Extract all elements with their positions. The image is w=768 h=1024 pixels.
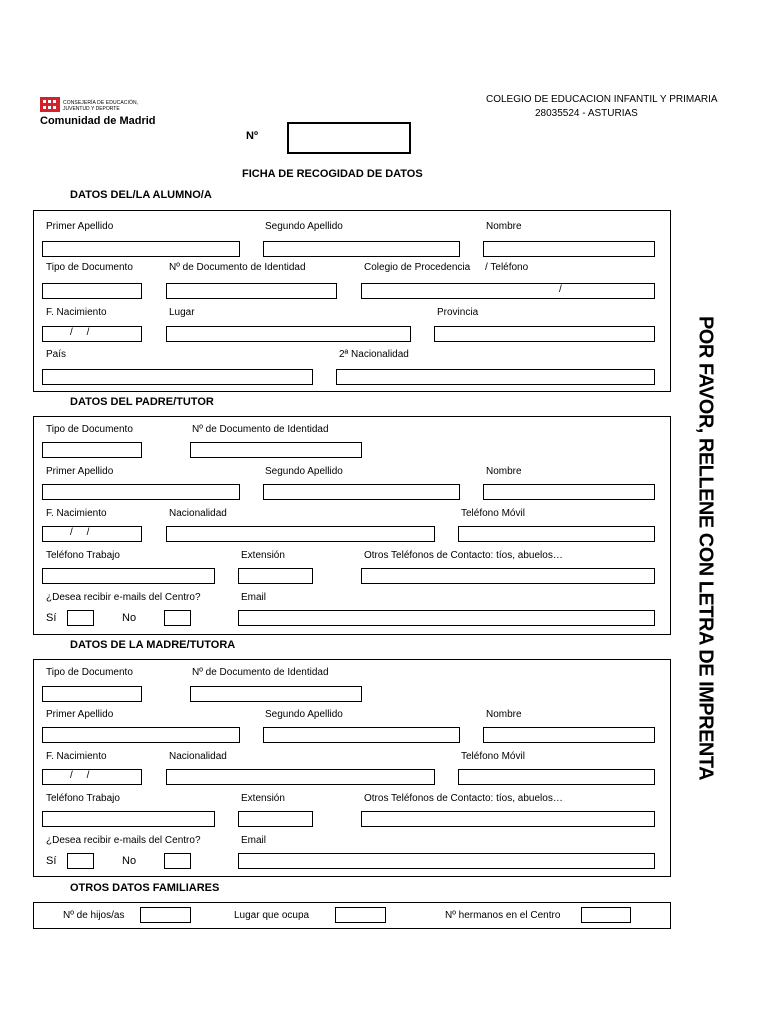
label-nacionalidad: Nacionalidad (169, 508, 227, 519)
father-no-checkbox[interactable] (164, 610, 191, 626)
label-si: Sí (46, 612, 57, 624)
label-no: No (122, 612, 137, 624)
label-telefono-trabajo: Teléfono Trabajo (46, 793, 120, 804)
student-num-documento-field[interactable] (166, 283, 337, 299)
label-segunda-nacionalidad: 2ª Nacionalidad (339, 349, 409, 360)
student-provincia-field[interactable] (434, 326, 655, 342)
label-otros-telefonos: Otros Teléfonos de Contacto: tíos, abuelos… (364, 550, 563, 561)
mother-extension-field[interactable] (238, 811, 313, 827)
label-emails-question: ¿Desea recibir e-mails del Centro? (46, 592, 201, 603)
label-telefono: / Teléfono (485, 262, 529, 273)
label-extension: Extensión (241, 550, 285, 561)
label-telefono-movil: Teléfono Móvil (461, 751, 525, 762)
label-telefono-trabajo: Teléfono Trabajo (46, 550, 120, 561)
student-f-nacimiento-field[interactable] (42, 326, 142, 342)
side-instruction: POR FAVOR, RELLENE CON LETRA DE IMPRENTA (694, 315, 717, 781)
label-num-documento: Nº de Documento de Identidad (169, 262, 306, 273)
student-section (33, 210, 671, 392)
label-tipo-documento: Tipo de Documento (46, 667, 133, 678)
school-name: COLEGIO DE EDUCACION INFANTIL Y PRIMARIA (486, 94, 718, 105)
form-title: FICHA DE RECOGIDAD DE DATOS (242, 168, 423, 180)
label-segundo-apellido: Segundo Apellido (265, 709, 343, 720)
student-primer-apellido-field[interactable] (42, 241, 240, 257)
father-tipo-documento-field[interactable] (42, 442, 142, 458)
madrid-flag-icon (40, 97, 60, 112)
label-no: No (122, 855, 137, 867)
label-primer-apellido: Primer Apellido (46, 221, 114, 232)
father-date-separators: / / (70, 527, 90, 538)
mother-date-separators: / / (70, 770, 90, 781)
label-nombre: Nombre (486, 709, 522, 720)
label-tipo-documento: Tipo de Documento (46, 262, 133, 273)
label-colegio-procedencia: Colegio de Procedencia (364, 262, 471, 273)
father-extension-field[interactable] (238, 568, 313, 584)
label-nacionalidad: Nacionalidad (169, 751, 227, 762)
colegio-telefono-separator: / (559, 284, 562, 295)
label-tipo-documento: Tipo de Documento (46, 424, 133, 435)
student-date-separators: / / (70, 327, 90, 338)
mother-f-nacimiento-field[interactable] (42, 769, 142, 785)
label-lugar-ocupa: Lugar que ocupa (234, 910, 310, 921)
mother-nacionalidad-field[interactable] (166, 769, 435, 785)
label-primer-apellido: Primer Apellido (46, 709, 114, 720)
father-f-nacimiento-field[interactable] (42, 526, 142, 542)
label-emails-question: ¿Desea recibir e-mails del Centro? (46, 835, 201, 846)
label-email: Email (241, 835, 267, 846)
student-segundo-apellido-field[interactable] (263, 241, 460, 257)
father-primer-apellido-field[interactable] (42, 484, 240, 500)
label-segundo-apellido: Segundo Apellido (265, 221, 343, 232)
logo-name: Comunidad de Madrid (40, 115, 156, 127)
label-extension: Extensión (241, 793, 285, 804)
mother-email-field[interactable] (238, 853, 655, 869)
mother-telefono-trabajo-field[interactable] (42, 811, 215, 827)
label-nombre: Nombre (486, 466, 522, 477)
student-pais-field[interactable] (42, 369, 313, 385)
mother-telefono-movil-field[interactable] (458, 769, 655, 785)
father-nacionalidad-field[interactable] (166, 526, 435, 542)
mother-no-checkbox[interactable] (164, 853, 191, 869)
father-si-checkbox[interactable] (67, 610, 94, 626)
mother-section-title: DATOS DE LA MADRE/TUTORA (70, 639, 236, 651)
family-section-title: OTROS DATOS FAMILIARES (70, 882, 220, 894)
label-email: Email (241, 592, 267, 603)
student-segunda-nacionalidad-field[interactable] (336, 369, 655, 385)
father-nombre-field[interactable] (483, 484, 655, 500)
label-num-documento: Nº de Documento de Identidad (192, 424, 329, 435)
father-section-title: DATOS DEL PADRE/TUTOR (70, 396, 214, 408)
student-colegio-telefono-field[interactable] (361, 283, 655, 299)
number-label: Nº (246, 130, 258, 142)
mother-segundo-apellido-field[interactable] (263, 727, 460, 743)
father-otros-telefonos-field[interactable] (361, 568, 655, 584)
label-num-documento: Nº de Documento de Identidad (192, 667, 329, 678)
label-lugar: Lugar (169, 307, 195, 318)
label-f-nacimiento: F. Nacimiento (46, 508, 107, 519)
student-tipo-documento-field[interactable] (42, 283, 142, 299)
school-code: 28035524 - ASTURIAS (535, 108, 638, 119)
num-hermanos-field[interactable] (581, 907, 631, 923)
mother-primer-apellido-field[interactable] (42, 727, 240, 743)
logo-subtitle-1: CONSEJERÍA DE EDUCACIÓN, (63, 100, 139, 106)
lugar-ocupa-field[interactable] (335, 907, 386, 923)
label-num-hijos: Nº de hijos/as (63, 910, 125, 921)
father-telefono-movil-field[interactable] (458, 526, 655, 542)
comunidad-madrid-logo (40, 97, 190, 129)
label-f-nacimiento: F. Nacimiento (46, 751, 107, 762)
mother-si-checkbox[interactable] (67, 853, 94, 869)
label-telefono-movil: Teléfono Móvil (461, 508, 525, 519)
student-lugar-field[interactable] (166, 326, 411, 342)
num-hijos-field[interactable] (140, 907, 191, 923)
label-si: Sí (46, 855, 57, 867)
label-f-nacimiento: F. Nacimiento (46, 307, 107, 318)
father-telefono-trabajo-field[interactable] (42, 568, 215, 584)
mother-num-documento-field[interactable] (190, 686, 362, 702)
mother-tipo-documento-field[interactable] (42, 686, 142, 702)
label-pais: País (46, 349, 67, 360)
label-primer-apellido: Primer Apellido (46, 466, 114, 477)
number-field[interactable] (287, 122, 411, 154)
father-segundo-apellido-field[interactable] (263, 484, 460, 500)
label-segundo-apellido: Segundo Apellido (265, 466, 343, 477)
label-nombre: Nombre (486, 221, 522, 232)
logo-subtitle-2: JUVENTUD Y DEPORTE (63, 106, 120, 112)
father-email-field[interactable] (238, 610, 655, 626)
student-nombre-field[interactable] (483, 241, 655, 257)
label-provincia: Provincia (437, 307, 479, 318)
father-num-documento-field[interactable] (190, 442, 362, 458)
label-num-hermanos: Nº hermanos en el Centro (445, 910, 561, 921)
mother-nombre-field[interactable] (483, 727, 655, 743)
mother-otros-telefonos-field[interactable] (361, 811, 655, 827)
student-section-title: DATOS DEL/LA ALUMNO/A (70, 189, 212, 201)
label-otros-telefonos: Otros Teléfonos de Contacto: tíos, abuelos… (364, 793, 563, 804)
